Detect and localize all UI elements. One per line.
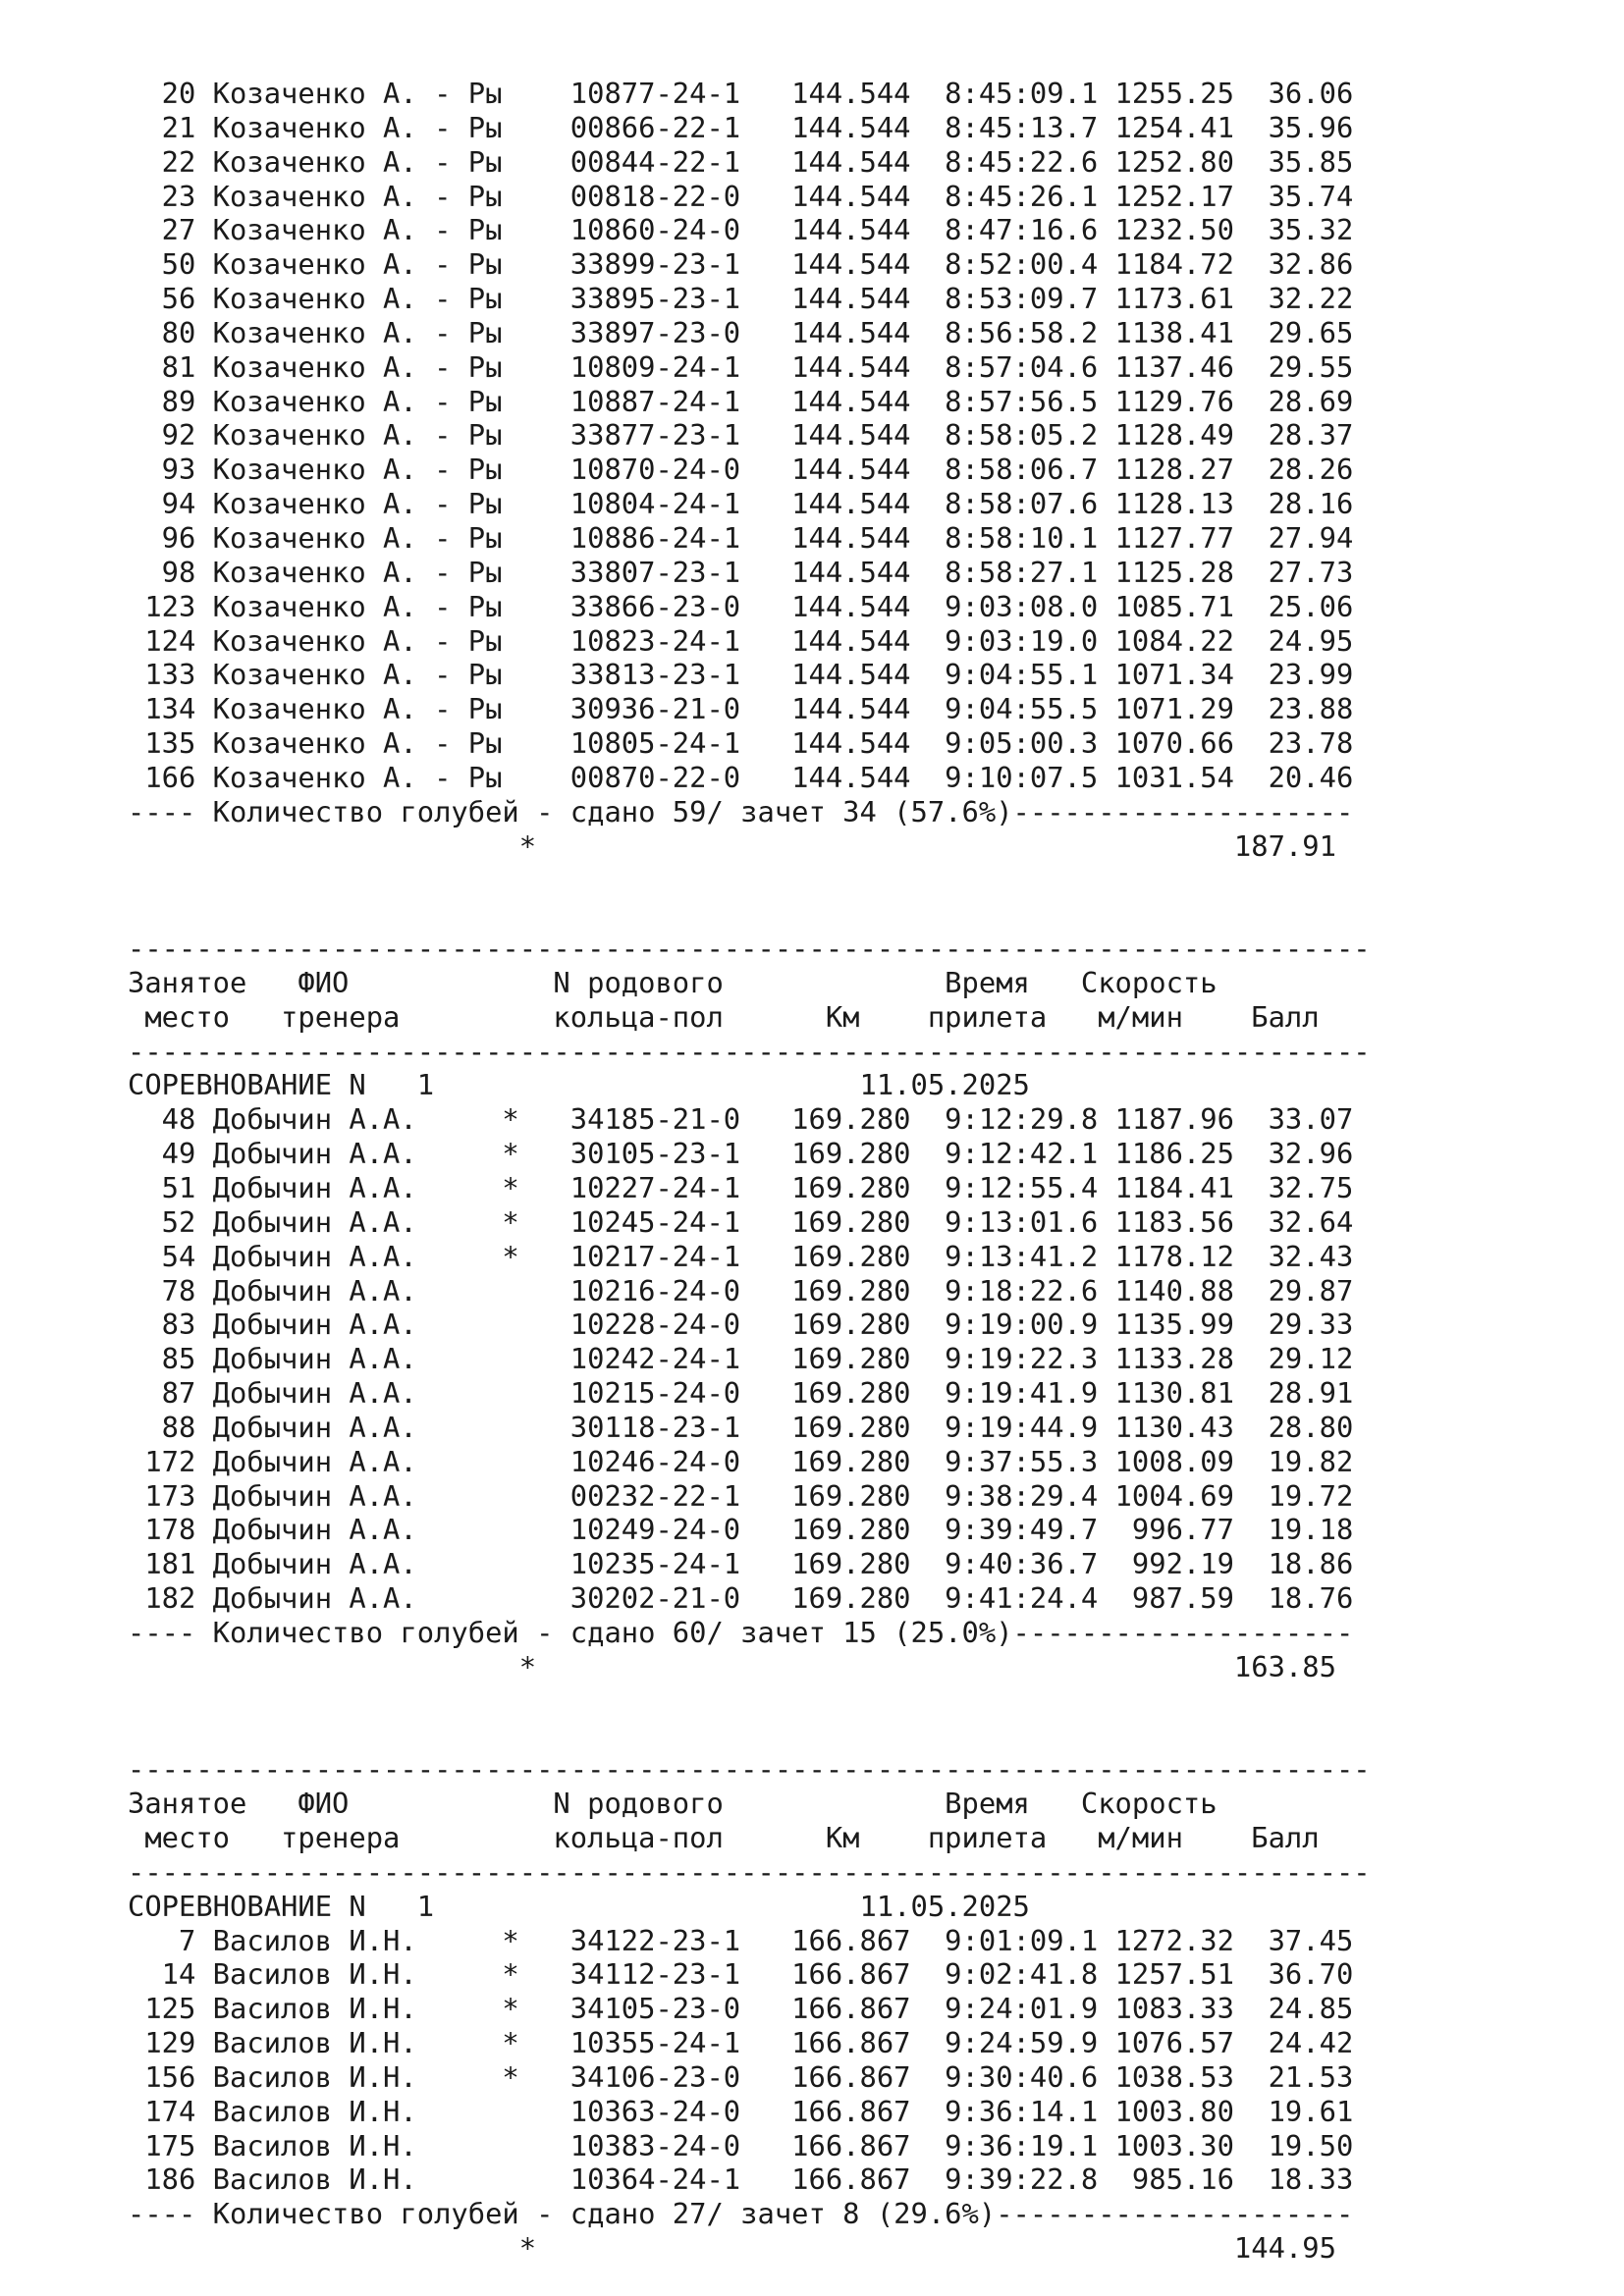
result-row: 129 Василов И.Н. * 10355-24-1 166.867 9:24:59.9 1076.57 24.42 <box>128 2026 1354 2060</box>
result-row: 98 Козаченко А. - Ры 33807-23-1 144.544 8:58:27.1 1125.28 27.73 <box>128 555 1354 589</box>
result-row: 178 Добычин А.А. 10249-24-0 169.280 9:39:49.7 996.77 19.18 <box>128 1513 1354 1547</box>
result-row: 125 Василов И.Н. * 34105-23-0 166.867 9:24:01.9 1083.33 24.85 <box>128 1992 1354 2026</box>
result-row: 89 Козаченко А. - Ры 10887-24-1 144.544 8:57:56.5 1129.76 28.69 <box>128 384 1354 418</box>
result-row: 85 Добычин А.А. 10242-24-1 169.280 9:19:22.3 1133.28 29.12 <box>128 1342 1354 1376</box>
result-row: 156 Василов И.Н. * 34106-23-0 166.867 9:30:40.6 1038.53 21.53 <box>128 2059 1354 2094</box>
result-row: 54 Добычин А.А. * 10217-24-1 169.280 9:13:41.2 1178.12 32.43 <box>128 1239 1354 1273</box>
result-row: 166 Козаченко А. - Ры 00870-22-0 144.544 9:10:07.5 1031.54 20.46 <box>128 760 1354 794</box>
separator-rule: ------------------------------------------------------------------------- <box>128 1752 1371 1787</box>
result-row: 135 Козаченко А. - Ры 10805-24-1 144.544 9:05:00.3 1070.66 23.78 <box>128 726 1354 761</box>
result-row: 52 Добычин А.А. * 10245-24-1 169.280 9:13:01.6 1183.56 32.64 <box>128 1204 1354 1239</box>
competition-heading: СОРЕВНОВАНИЕ N 1 11.05.2025 <box>128 1068 1030 1102</box>
total-points: * 144.95 <box>128 2231 1336 2266</box>
result-row: 96 Козаченко А. - Ры 10886-24-1 144.544 8:58:10.1 1127.77 27.94 <box>128 520 1354 555</box>
result-row: 78 Добычин А.А. 10216-24-0 169.280 9:18:22.6 1140.88 29.87 <box>128 1273 1354 1308</box>
total-points: * 187.91 <box>128 828 1336 863</box>
result-row: 94 Козаченко А. - Ры 10804-24-1 144.544 8:58:07.6 1128.13 28.16 <box>128 487 1354 521</box>
spacer <box>128 897 1371 932</box>
result-row: 20 Козаченко А. - Ры 10877-24-1 144.544 8:45:09.1 1255.25 36.06 <box>128 77 1354 110</box>
separator-rule: ------------------------------------------------------------------------- <box>128 1034 1371 1068</box>
result-row: 49 Добычин А.А. * 30105-23-1 169.280 9:12:42.1 1186.25 32.96 <box>128 1137 1354 1171</box>
result-row: 186 Василов И.Н. 10364-24-1 166.867 9:39:22.8 985.16 18.33 <box>128 2163 1354 2197</box>
result-row: 87 Добычин А.А. 10215-24-0 169.280 9:19:41.9 1130.81 28.91 <box>128 1376 1354 1411</box>
result-row: 21 Козаченко А. - Ры 00866-22-1 144.544 8:45:13.7 1254.41 35.96 <box>128 110 1354 144</box>
result-row: 83 Добычин А.А. 10228-24-0 169.280 9:19:00.9 1135.99 29.33 <box>128 1308 1354 1342</box>
result-row: 93 Козаченко А. - Ры 10870-24-0 144.544 8:58:06.7 1128.27 28.26 <box>128 453 1354 487</box>
result-row: 48 Добычин А.А. * 34185-21-0 169.280 9:12:29.8 1187.96 33.07 <box>128 1102 1354 1137</box>
result-row: 23 Козаченко А. - Ры 00818-22-0 144.544 8:45:26.1 1252.17 35.74 <box>128 179 1354 213</box>
pigeon-count-summary: ---- Количество голубей - сдано 59/ зачет 34 (57.6%)-------------------- <box>128 794 1354 828</box>
result-row: 14 Василов И.Н. * 34112-23-1 166.867 9:02:41.8 1257.51 36.70 <box>128 1957 1354 1992</box>
column-header-row-1: Занятое ФИО N родового Время Скорость <box>128 1787 1218 1821</box>
result-row: 173 Добычин А.А. 00232-22-1 169.280 9:38:29.4 1004.69 19.72 <box>128 1478 1354 1513</box>
result-row: 133 Козаченко А. - Ры 33813-23-1 144.544 9:04:55.1 1071.34 23.99 <box>128 658 1354 692</box>
result-row: 174 Василов И.Н. 10363-24-0 166.867 9:36:14.1 1003.80 19.61 <box>128 2094 1354 2128</box>
result-row: 80 Козаченко А. - Ры 33897-23-0 144.544 8:56:58.2 1138.41 29.65 <box>128 315 1354 349</box>
result-row: 181 Добычин А.А. 10235-24-1 169.280 9:40:36.7 992.19 18.86 <box>128 1547 1354 1581</box>
result-row: 22 Козаченко А. - Ры 00844-22-1 144.544 8:45:22.6 1252.80 35.85 <box>128 144 1354 179</box>
separator-rule: ------------------------------------------------------------------------- <box>128 932 1371 966</box>
spacer <box>128 863 1371 897</box>
pigeon-count-summary: ---- Количество голубей - сдано 27/ зачет 8 (29.6%)--------------------- <box>128 2197 1354 2231</box>
result-row: 56 Козаченко А. - Ры 33895-23-1 144.544 8:53:09.7 1173.61 32.22 <box>128 282 1354 316</box>
separator-rule: ------------------------------------------------------------------------- <box>128 1854 1371 1889</box>
result-row: 134 Козаченко А. - Ры 30936-21-0 144.544 9:04:55.5 1071.29 23.88 <box>128 692 1354 726</box>
result-row: 27 Козаченко А. - Ры 10860-24-0 144.544 8:47:16.6 1232.50 35.32 <box>128 213 1354 247</box>
column-header-row-1: Занятое ФИО N родового Время Скорость <box>128 965 1218 999</box>
result-row: 175 Василов И.Н. 10383-24-0 166.867 9:36:19.1 1003.30 19.50 <box>128 2128 1354 2163</box>
result-row: 172 Добычин А.А. 10246-24-0 169.280 9:37:55.3 1008.09 19.82 <box>128 1444 1354 1478</box>
result-row: 123 Козаченко А. - Ры 33866-23-0 144.544 9:03:08.0 1085.71 25.06 <box>128 589 1354 623</box>
result-row: 7 Василов И.Н. * 34122-23-1 166.867 9:01:09.1 1272.32 37.45 <box>128 1923 1354 1957</box>
result-row: 88 Добычин А.А. 30118-23-1 169.280 9:19:44.9 1130.43 28.80 <box>128 1410 1354 1444</box>
result-row: 81 Козаченко А. - Ры 10809-24-1 144.544 8:57:04.6 1137.46 29.55 <box>128 349 1354 384</box>
total-points: * 163.85 <box>128 1649 1336 1683</box>
result-row: 182 Добычин А.А. 30202-21-0 169.280 9:41:24.4 987.59 18.76 <box>128 1581 1354 1616</box>
result-row: 50 Козаченко А. - Ры 33899-23-1 144.544 8:52:00.4 1184.72 32.86 <box>128 247 1354 282</box>
competition-heading: СОРЕВНОВАНИЕ N 1 11.05.2025 <box>128 1889 1030 1923</box>
result-row: 92 Козаченко А. - Ры 33877-23-1 144.544 8:58:05.2 1128.49 28.37 <box>128 418 1354 453</box>
pigeon-count-summary: ---- Количество голубей - сдано 60/ зачет 15 (25.0%)-------------------- <box>128 1615 1354 1649</box>
results-printout <box>128 77 1371 2266</box>
result-row: 124 Козаченко А. - Ры 10823-24-1 144.544 9:03:19.0 1084.22 24.95 <box>128 623 1354 658</box>
spacer <box>128 1719 1371 1753</box>
column-header-row-2: место тренера кольца-пол Км прилета м/мин Балл <box>128 999 1320 1034</box>
result-row: 51 Добычин А.А. * 10227-24-1 169.280 9:12:55.4 1184.41 32.75 <box>128 1171 1354 1204</box>
column-header-row-2: место тренера кольца-пол Км прилета м/мин Балл <box>128 1821 1320 1855</box>
spacer <box>128 1684 1371 1719</box>
